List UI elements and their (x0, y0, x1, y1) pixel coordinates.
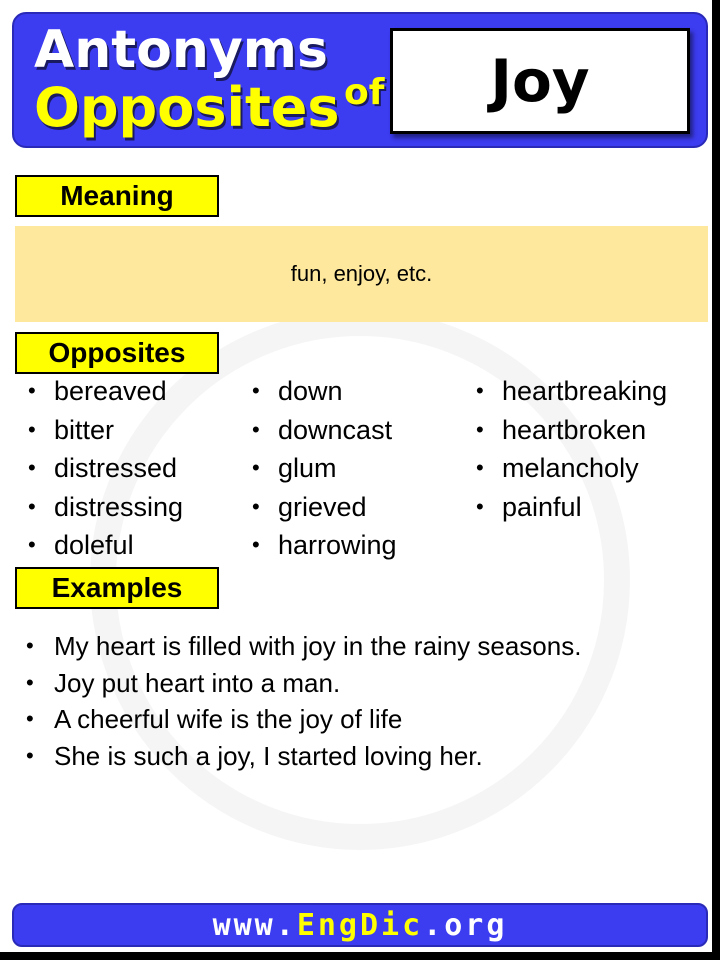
opposites-column-1 (16, 372, 183, 565)
opposite-item: • distressing (16, 488, 183, 527)
opposite-item: • glum (240, 449, 397, 488)
opposites-label: Opposites (15, 332, 219, 374)
footer-prefix: www. (212, 907, 297, 943)
examples-label: Examples (15, 567, 219, 609)
title-antonyms: Antonyms (34, 20, 328, 80)
opposites-column-2 (240, 372, 397, 565)
footer-brand: EngDic (296, 907, 424, 943)
opposite-item: • painful (464, 488, 667, 527)
title-opposites: Opposites (34, 76, 340, 139)
opposite-item: • downcast (240, 411, 397, 450)
opposite-item: • grieved (240, 488, 397, 527)
meaning-label: Meaning (15, 175, 219, 217)
word-box (390, 28, 690, 134)
meaning-box (15, 226, 708, 322)
header-banner (12, 12, 708, 148)
example-sentence: • A cheerful wife is the joy of life (16, 701, 581, 738)
examples-list (16, 628, 581, 774)
example-sentence: • Joy put heart into a man. (16, 665, 581, 702)
opposite-item: • melancholy (464, 449, 667, 488)
meaning-text: fun, enjoy, etc. (290, 261, 433, 286)
opposite-item: • heartbroken (464, 411, 667, 450)
opposite-item: • down (240, 372, 397, 411)
footer-website[interactable] (12, 903, 708, 947)
example-sentence: • My heart is filled with joy in the rainy seasons. (16, 628, 581, 665)
opposite-item: • bitter (16, 411, 183, 450)
example-sentence: • She is such a joy, I started loving her. (16, 738, 581, 775)
opposite-item: • harrowing (240, 526, 397, 565)
opposite-item: • doleful (16, 526, 183, 565)
headword: Joy (490, 47, 590, 115)
opposite-item: • heartbreaking (464, 372, 667, 411)
footer-suffix: .org (423, 907, 508, 943)
opposite-item: • bereaved (16, 372, 183, 411)
opposites-column-3 (464, 372, 667, 526)
title-connector: of (344, 72, 385, 113)
opposite-item: • distressed (16, 449, 183, 488)
